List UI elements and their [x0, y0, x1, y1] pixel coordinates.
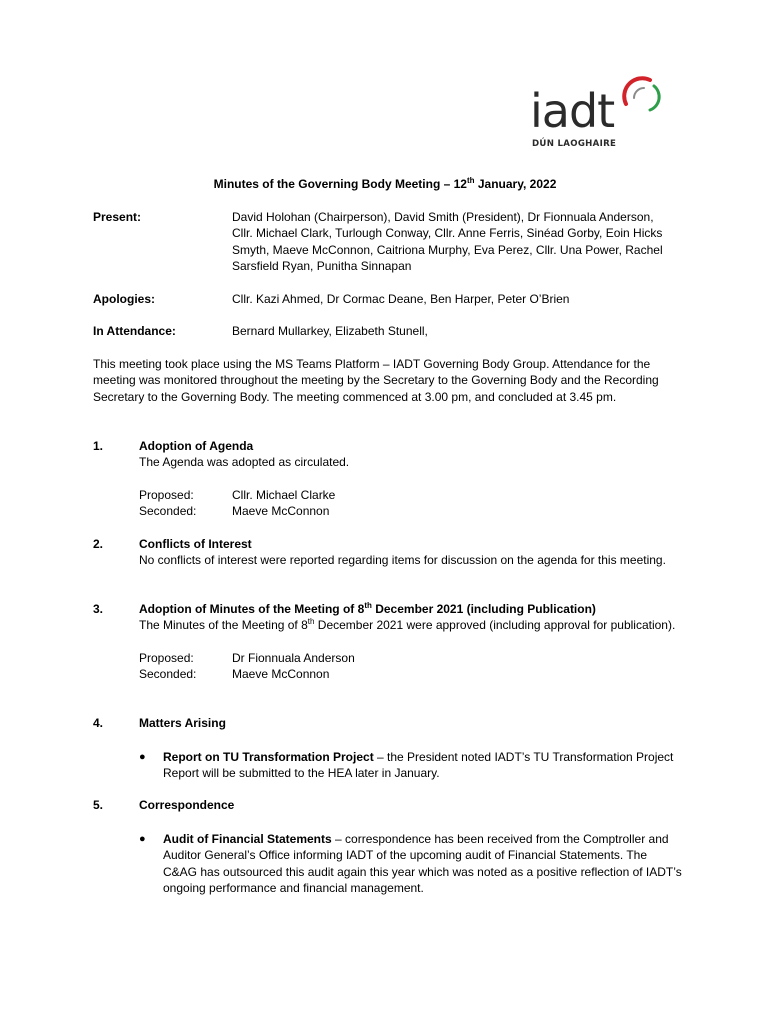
- item-number: 4.: [93, 716, 104, 730]
- iadt-logo: [530, 74, 670, 150]
- item-body: The Agenda was adopted as circulated.: [139, 455, 350, 470]
- bullet-tu-transformation: ● Report on TU Transformation Project – the President noted IADT’s TU Transformation Project Report will be submitted to the HEA later in January.: [139, 750, 674, 781]
- present-text: David Holohan (Chairperson), David Smith (President), Dr Fionnuala Anderson, Cllr. Michael Clark, Turlough Conway, Cllr. Anne Ferris, Sinéad Gorby, Eoin Hicks Smyth, Maeve McConnon, Caitriona Murphy, Eva Perez, Cllr. Una Power, Rachel Sarsfield Ryan, Punitha Sinnapan: [232, 210, 663, 273]
- proposed-row: Proposed: Cllr. Michael Clarke: [139, 487, 336, 502]
- logo-wordmark: iadt: [530, 84, 615, 138]
- item-heading: Adoption of Minutes of the Meeting of 8th December 2021 (including Publication): [139, 601, 596, 616]
- attendance-text: Bernard Mullarkey, Elizabeth Stunell,: [232, 324, 428, 338]
- item-heading: Correspondence: [139, 798, 235, 812]
- bullet-icon: ●: [139, 751, 146, 763]
- item-number: 1.: [93, 439, 104, 453]
- item-heading: Matters Arising: [139, 716, 226, 730]
- page-title: Minutes of the Governing Body Meeting – 12th January, 2022: [213, 176, 557, 191]
- item-adoption-of-agenda: [139, 438, 684, 519]
- logo-subtitle: DÚN LAOGHAIRE: [532, 139, 617, 149]
- item-number: 2.: [93, 537, 104, 551]
- item-heading: Conflicts of Interest: [139, 537, 252, 551]
- item-matters-arising: [139, 715, 684, 731]
- present-label: Present:: [93, 210, 142, 224]
- attendance-label: In Attendance:: [93, 324, 176, 338]
- item-adoption-of-minutes: [139, 601, 684, 682]
- item-correspondence: [139, 797, 684, 813]
- item-number: 3.: [93, 602, 104, 616]
- item-body: The Minutes of the Meeting of 8th December 2021 were approved (including approval for publication).: [139, 617, 676, 633]
- bullet-icon: ●: [139, 833, 146, 845]
- seconded-row: Seconded: Maeve McConnon: [139, 503, 330, 518]
- bullet-audit-financial-statements: ● Audit of Financial Statements – correspondence has been received from the Comptroller and Auditor General’s Office informing IADT of the upcoming audit of Financial Statements. The C&AG has outsourced this audit again this year which was noted as a positive reflection of IADT’s ongoing performance and financial management.: [139, 832, 682, 895]
- proposed-row: Proposed: Dr Fionnuala Anderson: [139, 650, 355, 665]
- item-body: No conflicts of interest were reported regarding items for discussion on the agenda for this meeting.: [139, 553, 666, 568]
- item-number: 5.: [93, 798, 104, 812]
- item-conflicts-of-interest: [139, 536, 684, 569]
- logo-swirl-icon: [620, 74, 666, 120]
- seconded-row: Seconded: Maeve McConnon: [139, 666, 330, 681]
- item-heading: Adoption of Agenda: [139, 439, 254, 453]
- intro-paragraph: This meeting took place using the MS Teams Platform – IADT Governing Body Group. Attendance for the meeting was monitored throughout the meeting by the Secretary to the Governing Body and the Recording Secretary to the Governing Body. The meeting commenced at 3.00 pm, and concluded at 3.45 pm.: [93, 357, 659, 404]
- apologies-text: Cllr. Kazi Ahmed, Dr Cormac Deane, Ben Harper, Peter O’Brien: [232, 292, 570, 306]
- apologies-label: Apologies:: [93, 292, 155, 306]
